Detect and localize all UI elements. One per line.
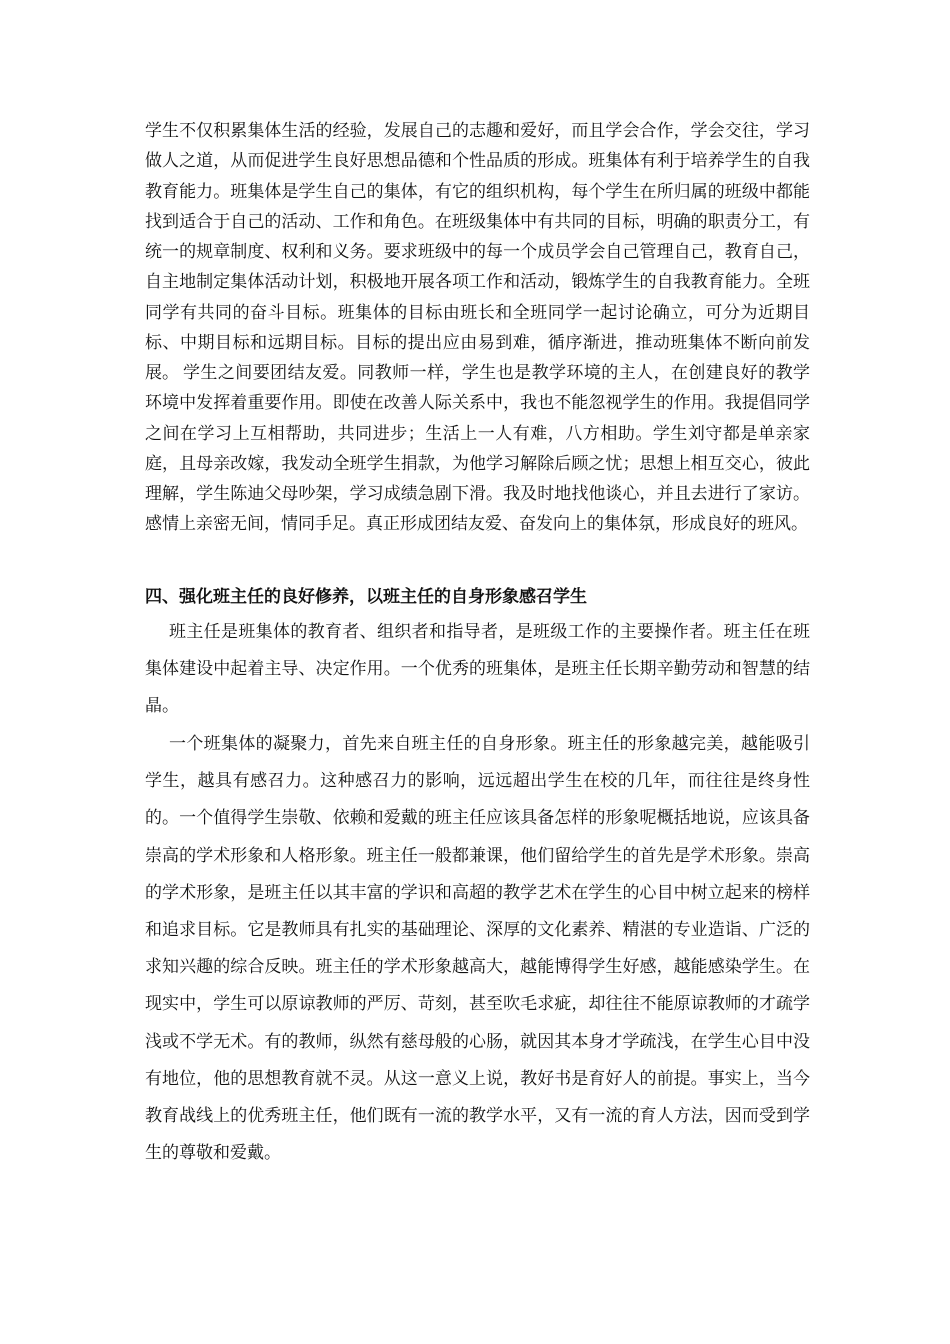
paragraph-class-collective-benefits: 学生不仅积累集体生活的经验，发展自己的志趣和爱好，而且学会合作，学会交往，学习做人之道，从而促进学生良好思想品德和个性品质的形成。班集体有利于培养学生的自我教育能力。班集体是学生自己的集体，有它的组织机构，每个学生在所归属的班级中都能找到适合于自己的活动、工作和角色。在班级集体中有共同的目标，明确的职责分工，有统一的规章制度、权利和义务。要求班级中的每一个成员学会自己管理自己，教育自己，自主地制定集体活动计划，积极地开展各项工作和活动，锻炼学生的自我教育能力。全班同学有共同的奋斗目标。班集体的目标由班长和全班同学一起讨论确立，可分为近期目标、中期目标和远期目标。目标的提出应由易到难，循序渐进，推动班集体不断向前发展。: [145, 121, 810, 384]
paragraph-head-teacher-image: 一个班集体的凝聚力，首先来自班主任的自身形象。班主任的形象越完美，越能吸引学生，越具有感召力。这种感召力的影响，远远超出学生在校的几年，而往往是终身性的。一个值得学生崇敬、依赖和爱戴的班主任应该具备怎样的形象呢概括地说，应该具备崇高的学术形象和人格形象。班主任一般都兼课，他们留给学生的首先是学术形象。崇高的学术形象，是班主任以其丰富的学识和高超的教学艺术在学生的心目中树立起来的榜样和追求目标。它是教师具有扎实的基础理论、深厚的文化素养、精湛的专业造诣、广泛的求知兴趣的综合反映。班主任的学术形象越高大，越能博得学生好感，越能感染学生。在现实中，学生可以原谅教师的严厉、苛刻，甚至吹毛求疵，却往往不能原谅教师的才疏学浅或不学无术。有的教师，纵然有慈母般的心肠，就因其本身才学疏浅，在学生心目中没有地位，他的思想教育就不灵。从这一意义上说，教好书是育好人的前提。事实上，当今教育战线上的优秀班主任，他们既有一流的教学水平，又有一流的育人方法，因而受到学生的尊敬和爱戴。: [145, 734, 810, 1164]
paragraph-student-unity: 学生之间要团结友爱。同教师一样，学生也是教学环境的主人，在创建良好的教学环境中发挥着重要作用。即使在改善人际关系中，我也不能忽视学生的作用。我提倡同学之间在学习上互相帮助，共同进步；生活上一人有难，八方相助。学生刘守都是单亲家庭，且母亲改嫁，我发动全班学生捐款，为他学习解除后顾之忧；思想上相互交心，彼此理解，学生陈迪父母吵架，学习成绩急剧下滑。我及时地找他谈心，并且去进行了家访。感情上亲密无间，情同手足。真正形成团结友爱、奋发向上的集体氛，形成良好的班风。: [145, 363, 810, 535]
section-heading: 四、强化班主任的良好修养，以班主任的自身形象感召学生: [145, 587, 587, 607]
paragraph-head-teacher-role: 班主任是班集体的教育者、组织者和指导者，是班级工作的主要操作者。班主任在班集体建设中起着主导、决定作用。一个优秀的班集体，是班主任长期辛勤劳动和智慧的结晶。: [145, 622, 810, 717]
